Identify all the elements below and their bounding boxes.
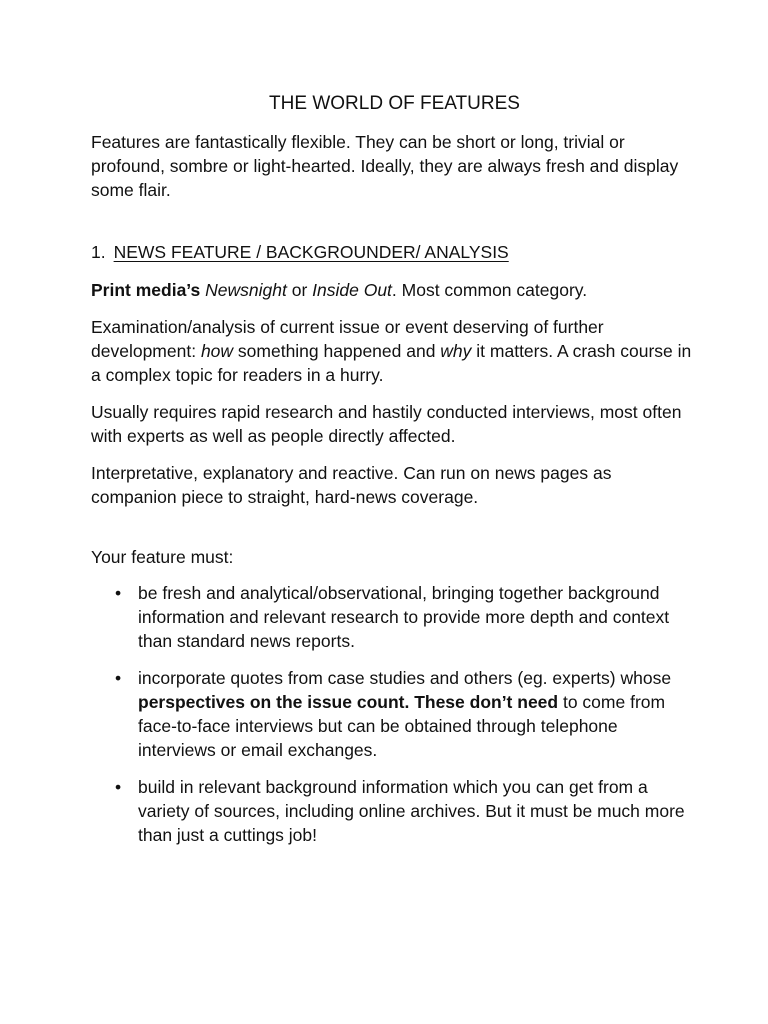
paragraph-print-media: Print media’s Newsnight or Inside Out. Most common category. (91, 280, 588, 300)
paragraph-research: Usually requires rapid research and hastily conducted interviews, most often with experts as well as people directly affected. (91, 402, 682, 446)
bullet-icon: • (115, 583, 122, 603)
italic-how: how (200, 341, 234, 361)
paragraph-examination: Examination/analysis of current issue or event deserving of further development: how something happened and why it matters. A crash course in a complex topic for readers in a hurry. (91, 317, 692, 385)
list-item: • build in relevant background information which you can get from a variety of sources, including online archives. But it must be much more than just a cuttings job! (115, 777, 685, 845)
feature-must-heading: Your feature must: (91, 547, 234, 567)
italic-why: why (440, 341, 472, 361)
bullet-icon: • (115, 668, 122, 688)
bold-lead: Print media’s (91, 280, 201, 300)
list-item: • incorporate quotes from case studies and others (eg. experts) whose perspectives on the issue count. These don’t need to come from face-to-face interviews but can be obtained through telephone interviews or email exchanges. (115, 668, 672, 760)
bold-perspectives: perspectives on the issue count. These don’t need (138, 692, 559, 712)
section-heading (91, 240, 698, 264)
paragraph-interpretative: Interpretative, explanatory and reactive. Can run on news pages as companion piece to straight, hard-news coverage. (91, 463, 612, 507)
document-title: THE WORLD OF FEATURES (269, 93, 520, 114)
bullet-icon: • (115, 777, 122, 797)
requirements-list (91, 581, 698, 847)
section-number: 1. (91, 242, 106, 262)
list-item: • be fresh and analytical/observational, bringing together background information and relevant research to provide more depth and context than standard news reports. (115, 583, 670, 651)
italic-newsnight: Newsnight (205, 280, 287, 300)
intro-paragraph: Features are fantastically flexible. They can be short or long, trivial or profound, sombre or light-hearted. Ideally, they are always fresh and display some flair. (91, 132, 679, 200)
section-title: NEWS FEATURE / BACKGROUNDER/ ANALYSIS (113, 242, 509, 262)
italic-inside-out: Inside Out (312, 280, 392, 300)
